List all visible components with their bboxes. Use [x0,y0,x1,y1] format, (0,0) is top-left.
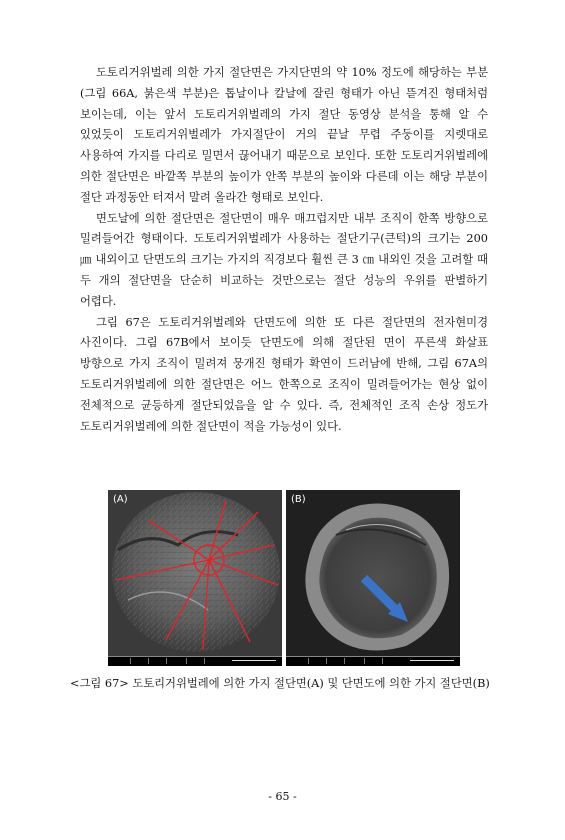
scale-bar-b [410,660,454,661]
paragraph-2: 면도날에 의한 절단면은 절단면이 매우 매끄럽지만 내부 조직이 한쪽 방향으로 밀려들어간 형태이다. 도토리거위벌레가 사용하는 절단기구(큰턱)의 크기는 200 ㎛ 내외이고 단면도의 크기는 가지의 직경보다 훨씬 큰 3 ㎝ 내외인 것을 고려할 때 두 개의 절단면을 단순히 비교하는 것만으로는 절단 성능의 우위를 판별하기 어렵다. [80,211,488,308]
page-number: - 65 - [268,790,297,803]
sem-image-a-graphic [108,490,282,666]
figure-caption: <그림 67> 도토리거위벌레에 의한 가지 절단면(A) 및 단면도에 의한 가지 절단면(B) [70,677,490,690]
scale-bar-a [232,660,276,661]
sem-image-b-graphic [286,490,460,666]
sem-image-b [286,490,460,666]
panel-a-label: (A) [113,494,128,505]
paragraph-1: 도토리거위벌레 의한 가지 절단면은 가지단면의 약 10% 정도에 해당하는 부분(그림 66A, 붉은색 부분)은 톱날이나 칼날에 잘린 형태가 아닌 뜯겨진 형태처럼 보이는데, 이는 앞서 도토리거위벌레의 가지 절단 동영상 분석을 통해 알 수 있었듯이 도토리거위벌레가 가지절단이 거의 끝날 무렵 주둥이를 지렛대로 사용하여 가지를 다리로 밀면서 끊어내기 때문으로 보인다. 또한 도토리거위벌레에 의한 절단면은 바깥쪽 부분의 높이가 안쪽 부분의 높이와 다른데 이는 해당 부분이 절단 과정동안 터져서 말려 올라간 형태로 보인다. [80,66,488,204]
panel-b-label: (B) [291,494,306,505]
sem-image-a [108,490,282,666]
sem-info-bar-a [108,656,282,666]
figure-67 [108,490,460,666]
sem-info-bar-b [286,656,460,666]
body-text [80,63,488,437]
paragraph-3: 그림 67은 도토리거위벌레와 단면도에 의한 또 다른 절단면의 전자현미경 사진이다. 그림 67B에서 보이듯 단면도에 의해 절단된 면이 푸른색 화살표 방향으로 가지 조직이 밀려져 뭉개진 형태가 확연이 드러남에 반해, 그림 67A의 도토리거위벌레에 의한 절단면은 어느 한쪽으로 조직이 밀려들어가는 현상 없이 전체적으로 균등하게 절단되었음을 알 수 있다. 즉, 전체적인 조직 손상 정도가 도토리거위벌레에 의한 절단면이 적을 가능성이 있다. [80,315,488,433]
cross-section-b [319,518,436,639]
